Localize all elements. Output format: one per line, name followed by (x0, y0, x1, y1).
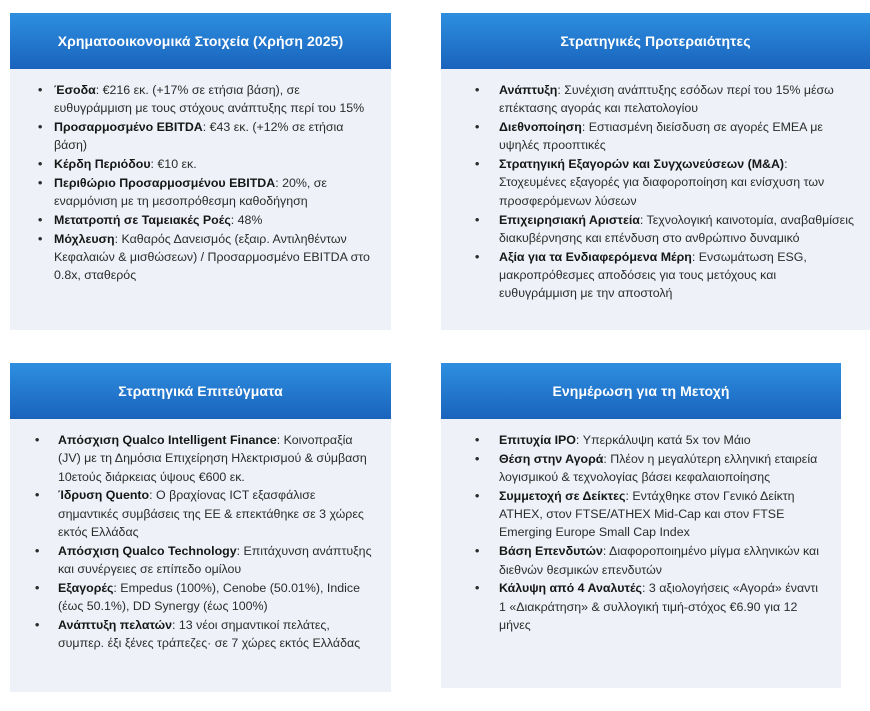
list-item: • Κέρδη Περιόδου: €10 εκ. (38, 157, 197, 172)
item-text: : Ο βραχίονας ICT εξασφάλισε σημαντικές συμβάσεις της ΕΕ & επεκτάθηκε σε 3 χώρες εκτός Ελλάδας (58, 488, 364, 539)
list-item: • Ίδρυση Quento: Ο βραχίονας ICT εξασφάλισε σημαντικές συμβάσεις της ΕΕ & επεκτάθηκε σε 3 χώρες εκτός Ελλάδας (35, 488, 364, 539)
list-item: • Στρατηγική Εξαγορών και Συγχωνεύσεων (M&A): Στοχευμένες εξαγορές για διαφοροποίηση και ενίσχυση των προσφερόμενων λύσεων (475, 157, 825, 208)
item-text: : 13 νέοι σημαντικοί πελάτες, συμπερ. έξι ξένες τράπεζες· σε 7 χώρες εκτός Ελλάδας (58, 617, 361, 651)
item-term: Προσαρμοσμένο EBITDA (54, 120, 203, 135)
item-term: Μόχλευση (54, 231, 115, 246)
list-item: • Ανάπτυξη πελατών: 13 νέοι σημαντικοί πελάτες, συμπερ. έξι ξένες τράπεζες· σε 7 χώρες εκτός Ελλάδας (35, 617, 361, 651)
item-text: : €216 εκ. (+17% σε ετήσια βάση), σε ευθυγράμμιση με τους στόχους ανάπτυξης περί του 15% (54, 83, 365, 116)
item-text: : €43 εκ. (+12% σε ετήσια βάση) (54, 120, 344, 153)
item-term: Εξαγορές (58, 580, 114, 595)
list-item: • Προσαρμοσμένο EBITDA: €43 εκ. (+12% σε ετήσια βάση) (38, 120, 344, 153)
item-term: Συμμετοχή σε Δείκτες (499, 488, 626, 503)
item-text: : Εστιασμένη διείσδυση σε αγορές EMEA με υψηλές προοπτικές (499, 120, 823, 153)
list-item: • Θέση στην Αγορά: Πλέον η μεγαλύτερη ελληνική εταιρεία λογισμικού & τεχνολογίας βάσει κεφαλαιοποίησης (475, 451, 818, 485)
item-term: Θέση στην Αγορά (499, 451, 604, 466)
item-text: : Ενσωμάτωση ESG, μακροπρόθεσμες αποδόσεις για τους μετόχους και ευθυγράμμιση με την αποστολή (499, 249, 807, 301)
item-term: Βάση Επενδυτών (499, 544, 603, 559)
item-term: Έσοδα (54, 83, 96, 97)
item-text: : Κοινοπραξία (JV) με τη Δημόσια Επιχείρηση Ηλεκτρισμού & σύμβαση 10ετούς διάρκειας ύψους €600 εκ. (58, 433, 367, 484)
item-text: : Συνέχιση ανάπτυξης εσόδων περί του 15% μέσω επέκτασης αγοράς και πελατολογίου (499, 83, 834, 116)
item-text: : €10 εκ. (150, 157, 197, 172)
item-term: Κάλυψη από 4 Αναλυτές (499, 581, 643, 596)
item-term: Ανάπτυξη πελατών (58, 617, 173, 632)
list-item: • Βάση Επενδυτών: Διαφοροποιημένο μίγμα ελληνικών και διεθνών θεσμικών επενδυτών (475, 544, 819, 577)
achievements-card (10, 363, 391, 692)
list-item: • Επιτυχία IPO: Υπερκάλυψη κατά 5x τον Μάιο (475, 433, 751, 447)
financial-list (26, 81, 377, 285)
achievements-card-title: Στρατηγικά Επιτεύγματα (10, 363, 391, 419)
item-text: : Τεχνολογική καινοτομία, αναβαθμίσεις διακυβέρνησης και επένδυση στο ανθρώπινο δυναμικό (499, 212, 854, 245)
list-item: • Κάλυψη από 4 Αναλυτές: 3 αξιολογήσεις «Αγορά» έναντι 1 «Διακράτηση» & συλλογική τιμή-στόχος €6.90 για 12 μήνες (475, 581, 818, 632)
item-text: : 3 αξιολογήσεις «Αγορά» έναντι 1 «Διακράτηση» & συλλογική τιμή-στόχος €6.90 για 12 μήνες (499, 581, 818, 632)
item-text: : Διαφοροποιημένο μίγμα ελληνικών και διεθνών θεσμικών επενδυτών (499, 544, 819, 577)
item-text: : Empedus (100%), Cenobe (50.01%), Indice (έως 50.1%), DD Synergy (έως 100%) (58, 580, 360, 614)
item-text: : Πλέον η μεγαλύτερη ελληνική εταιρεία λογισμικού & τεχνολογίας βάσει κεφαλαιοποίησης (499, 451, 818, 485)
item-term: Διεθνοποίηση (499, 120, 582, 135)
priorities-card (441, 13, 870, 330)
list-item: • Απόσχιση Qualco Technology: Επιτάχυνση ανάπτυξης και συνέργειες σε επίπεδο ομίλου (35, 543, 372, 577)
achievements-list (26, 431, 377, 653)
item-term: Επιτυχία IPO (499, 433, 576, 447)
item-text: : Επιτάχυνση ανάπτυξης και συνέργειες σε επίπεδο ομίλου (58, 543, 372, 577)
financial-card (10, 13, 391, 330)
list-item: • Έσοδα: €216 εκ. (+17% σε ετήσια βάση), σε ευθυγράμμιση με τους στόχους ανάπτυξης περί του 15% (38, 83, 365, 116)
item-text: : 48% (230, 213, 263, 228)
item-term: Απόσχιση Qualco Intelligent Finance (58, 433, 277, 447)
item-text: : Υπερκάλυψη κατά 5x τον Μάιο (575, 433, 751, 447)
item-text: : Καθαρός Δανεισμός (εξαιρ. Αντιληθέντων Κεφαλαιών & μισθώσεων) / Προσαρμοσμένο EBITDA στο 0.8x, σταθερός (54, 231, 370, 283)
item-term: Ίδρυση Quento (58, 488, 150, 503)
item-text: : 20%, σε εναρμόνιση με τη μεσοπρόθεσμη καθοδήγηση (54, 175, 327, 209)
list-item: • Επιχειρησιακή Αριστεία: Τεχνολογική καινοτομία, αναβαθμίσεις διακυβέρνησης και επένδυση στο ανθρώπινο δυναμικό (475, 212, 854, 245)
item-term: Στρατηγική Εξαγορών και Συγχωνεύσεων (M&A) (499, 157, 785, 172)
item-text: : Εντάχθηκε στον Γενικό Δείκτη ATHEX, στον FTSE/ATHEX Mid-Cap και στον FTSE Emerging Europe Small Cap Index (499, 488, 795, 540)
item-term: Κέρδη Περιόδου (54, 157, 151, 172)
item-term: Επιχειρησιακή Αριστεία (499, 212, 640, 227)
list-item: • Αξία για τα Ενδιαφερόμενα Μέρη: Ενσωμάτωση ESG, μακροπρόθεσμες αποδόσεις για τους μετόχους και ευθυγράμμιση με την αποστολή (475, 249, 807, 301)
list-item: • Διεθνοποίηση: Εστιασμένη διείσδυση σε αγορές EMEA με υψηλές προοπτικές (475, 120, 823, 153)
list-item: • Συμμετοχή σε Δείκτες: Εντάχθηκε στον Γενικό Δείκτη ATHEX, στον FTSE/ATHEX Mid-Cap και στον FTSE Emerging Europe Small Cap Index (475, 488, 795, 540)
list-item: • Περιθώριο Προσαρμοσμένου EBITDA: 20%, σε εναρμόνιση με τη μεσοπρόθεσμη καθοδήγηση (38, 175, 327, 209)
list-item: • Μετατροπή σε Ταμειακές Ροές: 48% (38, 213, 263, 228)
item-term: Απόσχιση Qualco Technology (58, 543, 237, 558)
priorities-list (457, 81, 856, 303)
item-term: Μετατροπή σε Ταμειακές Ροές (54, 213, 231, 228)
list-item: • Μόχλευση: Καθαρός Δανεισμός (εξαιρ. Αντιληθέντων Κεφαλαιών & μισθώσεων) / Προσαρμοσμένο EBITDA στο 0.8x, σταθερός (38, 231, 370, 283)
share-card (441, 363, 841, 688)
financial-card-title: Χρηματοοικονομικά Στοιχεία (Χρήση 2025) (10, 13, 391, 69)
list-item: • Απόσχιση Qualco Intelligent Finance: Κοινοπραξία (JV) με τη Δημόσια Επιχείρηση Ηλεκτρισμού & σύμβαση 10ετούς διάρκειας ύψους €600 εκ. (35, 433, 367, 484)
item-term: Ανάπτυξη (499, 83, 558, 97)
item-term: Αξία για τα Ενδιαφερόμενα Μέρη (499, 249, 692, 264)
list-item: • Εξαγορές: Empedus (100%), Cenobe (50.01%), Indice (έως 50.1%), DD Synergy (έως 100%) (35, 580, 360, 614)
list-item: • Ανάπτυξη: Συνέχιση ανάπτυξης εσόδων περί του 15% μέσω επέκτασης αγοράς και πελατολογίου (475, 83, 834, 116)
priorities-card-title: Στρατηγικές Προτεραιότητες (441, 13, 870, 69)
item-text: : Στοχευμένες εξαγορές για διαφοροποίηση και ενίσχυση των προσφερόμενων λύσεων (499, 157, 825, 208)
share-card-title: Ενημέρωση για τη Μετοχή (441, 363, 841, 419)
item-term: Περιθώριο Προσαρμοσμένου EBITDA (54, 175, 276, 190)
share-list (457, 431, 827, 634)
